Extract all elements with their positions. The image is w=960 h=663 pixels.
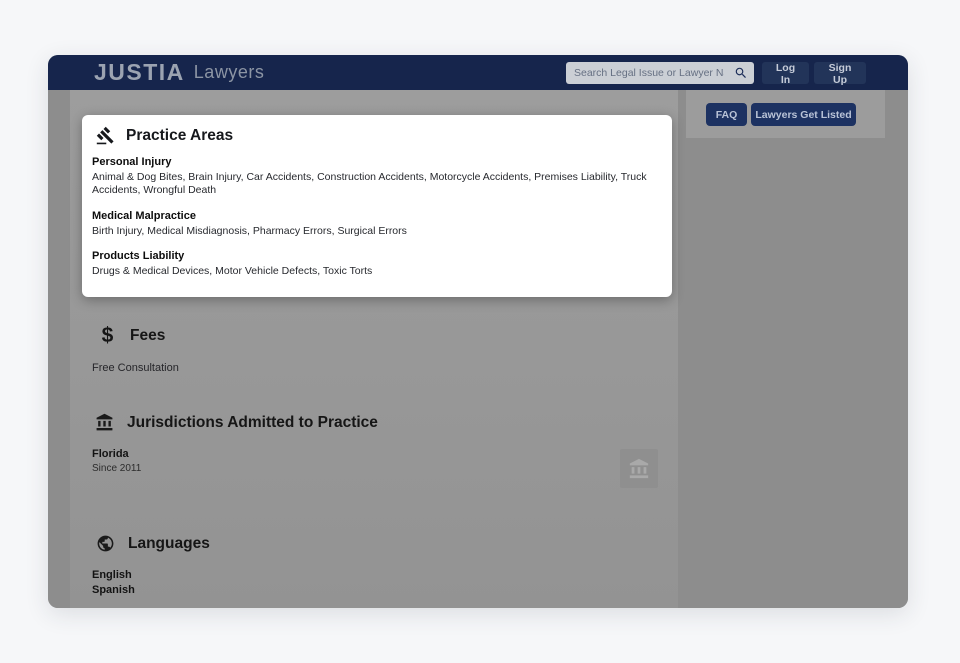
- practice-area-group: [92, 156, 662, 197]
- gavel-icon: [96, 126, 115, 145]
- search-input[interactable]: [566, 62, 728, 84]
- dollar-icon: $: [101, 324, 114, 347]
- fees-title: Fees: [130, 327, 166, 344]
- login-button[interactable]: Log In: [762, 62, 809, 84]
- sidebar-actions-panel: [686, 90, 885, 138]
- language-item: English: [92, 569, 132, 581]
- languages-title: Languages: [128, 534, 210, 552]
- practice-area-items: Birth Injury, Medical Misdiagnosis, Pharmacy Errors, Surgical Errors: [92, 225, 407, 237]
- header-actions: [566, 55, 866, 90]
- practice-area-group: [92, 210, 662, 238]
- logo-subtext: Lawyers: [193, 62, 265, 82]
- practice-areas-card: [82, 115, 672, 297]
- page-content-dimmed: [48, 90, 908, 608]
- search-button[interactable]: [728, 62, 754, 84]
- lawyers-get-listed-button[interactable]: Lawyers Get Listed: [751, 103, 856, 126]
- bank-placeholder-icon: [628, 458, 650, 480]
- signup-button[interactable]: Sign Up: [814, 62, 866, 84]
- practice-area-items: Animal & Dog Bites, Brain Injury, Car Accidents, Construction Accidents, Motorcycle Accidents, Premises Liability, Truck Accidents, Wrongful Death: [92, 171, 647, 196]
- practice-area-name: Products Liability: [92, 250, 185, 262]
- jurisdictions-title: Jurisdictions Admitted to Practice: [127, 413, 378, 431]
- browser-viewport: [48, 55, 908, 608]
- practice-area-items: Drugs & Medical Devices, Motor Vehicle Defects, Toxic Torts: [92, 265, 373, 277]
- jurisdiction-since: Since 2011: [92, 463, 142, 474]
- languages-section-header: [96, 534, 210, 553]
- free-consultation-label: Free Consultation: [92, 362, 179, 374]
- fees-section-header: [98, 326, 165, 346]
- faq-button[interactable]: FAQ: [706, 103, 747, 126]
- globe-icon: [96, 534, 115, 553]
- practice-areas-header: [96, 126, 233, 145]
- practice-area-name: Personal Injury: [92, 156, 172, 168]
- search-icon: [734, 66, 748, 80]
- jurisdictions-section-header: [95, 413, 378, 432]
- practice-areas-title: Practice Areas: [126, 126, 234, 144]
- search-box: [566, 62, 754, 84]
- jurisdiction-badge-placeholder: [620, 449, 658, 488]
- bank-icon: [95, 413, 114, 432]
- justia-logo[interactable]: [94, 55, 264, 90]
- language-item: Spanish: [92, 584, 135, 596]
- top-navigation-bar: [48, 55, 908, 90]
- jurisdiction-name: Florida: [92, 448, 129, 460]
- practice-area-name: Medical Malpractice: [92, 210, 196, 222]
- logo-text: JUSTIA: [94, 59, 185, 85]
- practice-area-group: [92, 250, 662, 278]
